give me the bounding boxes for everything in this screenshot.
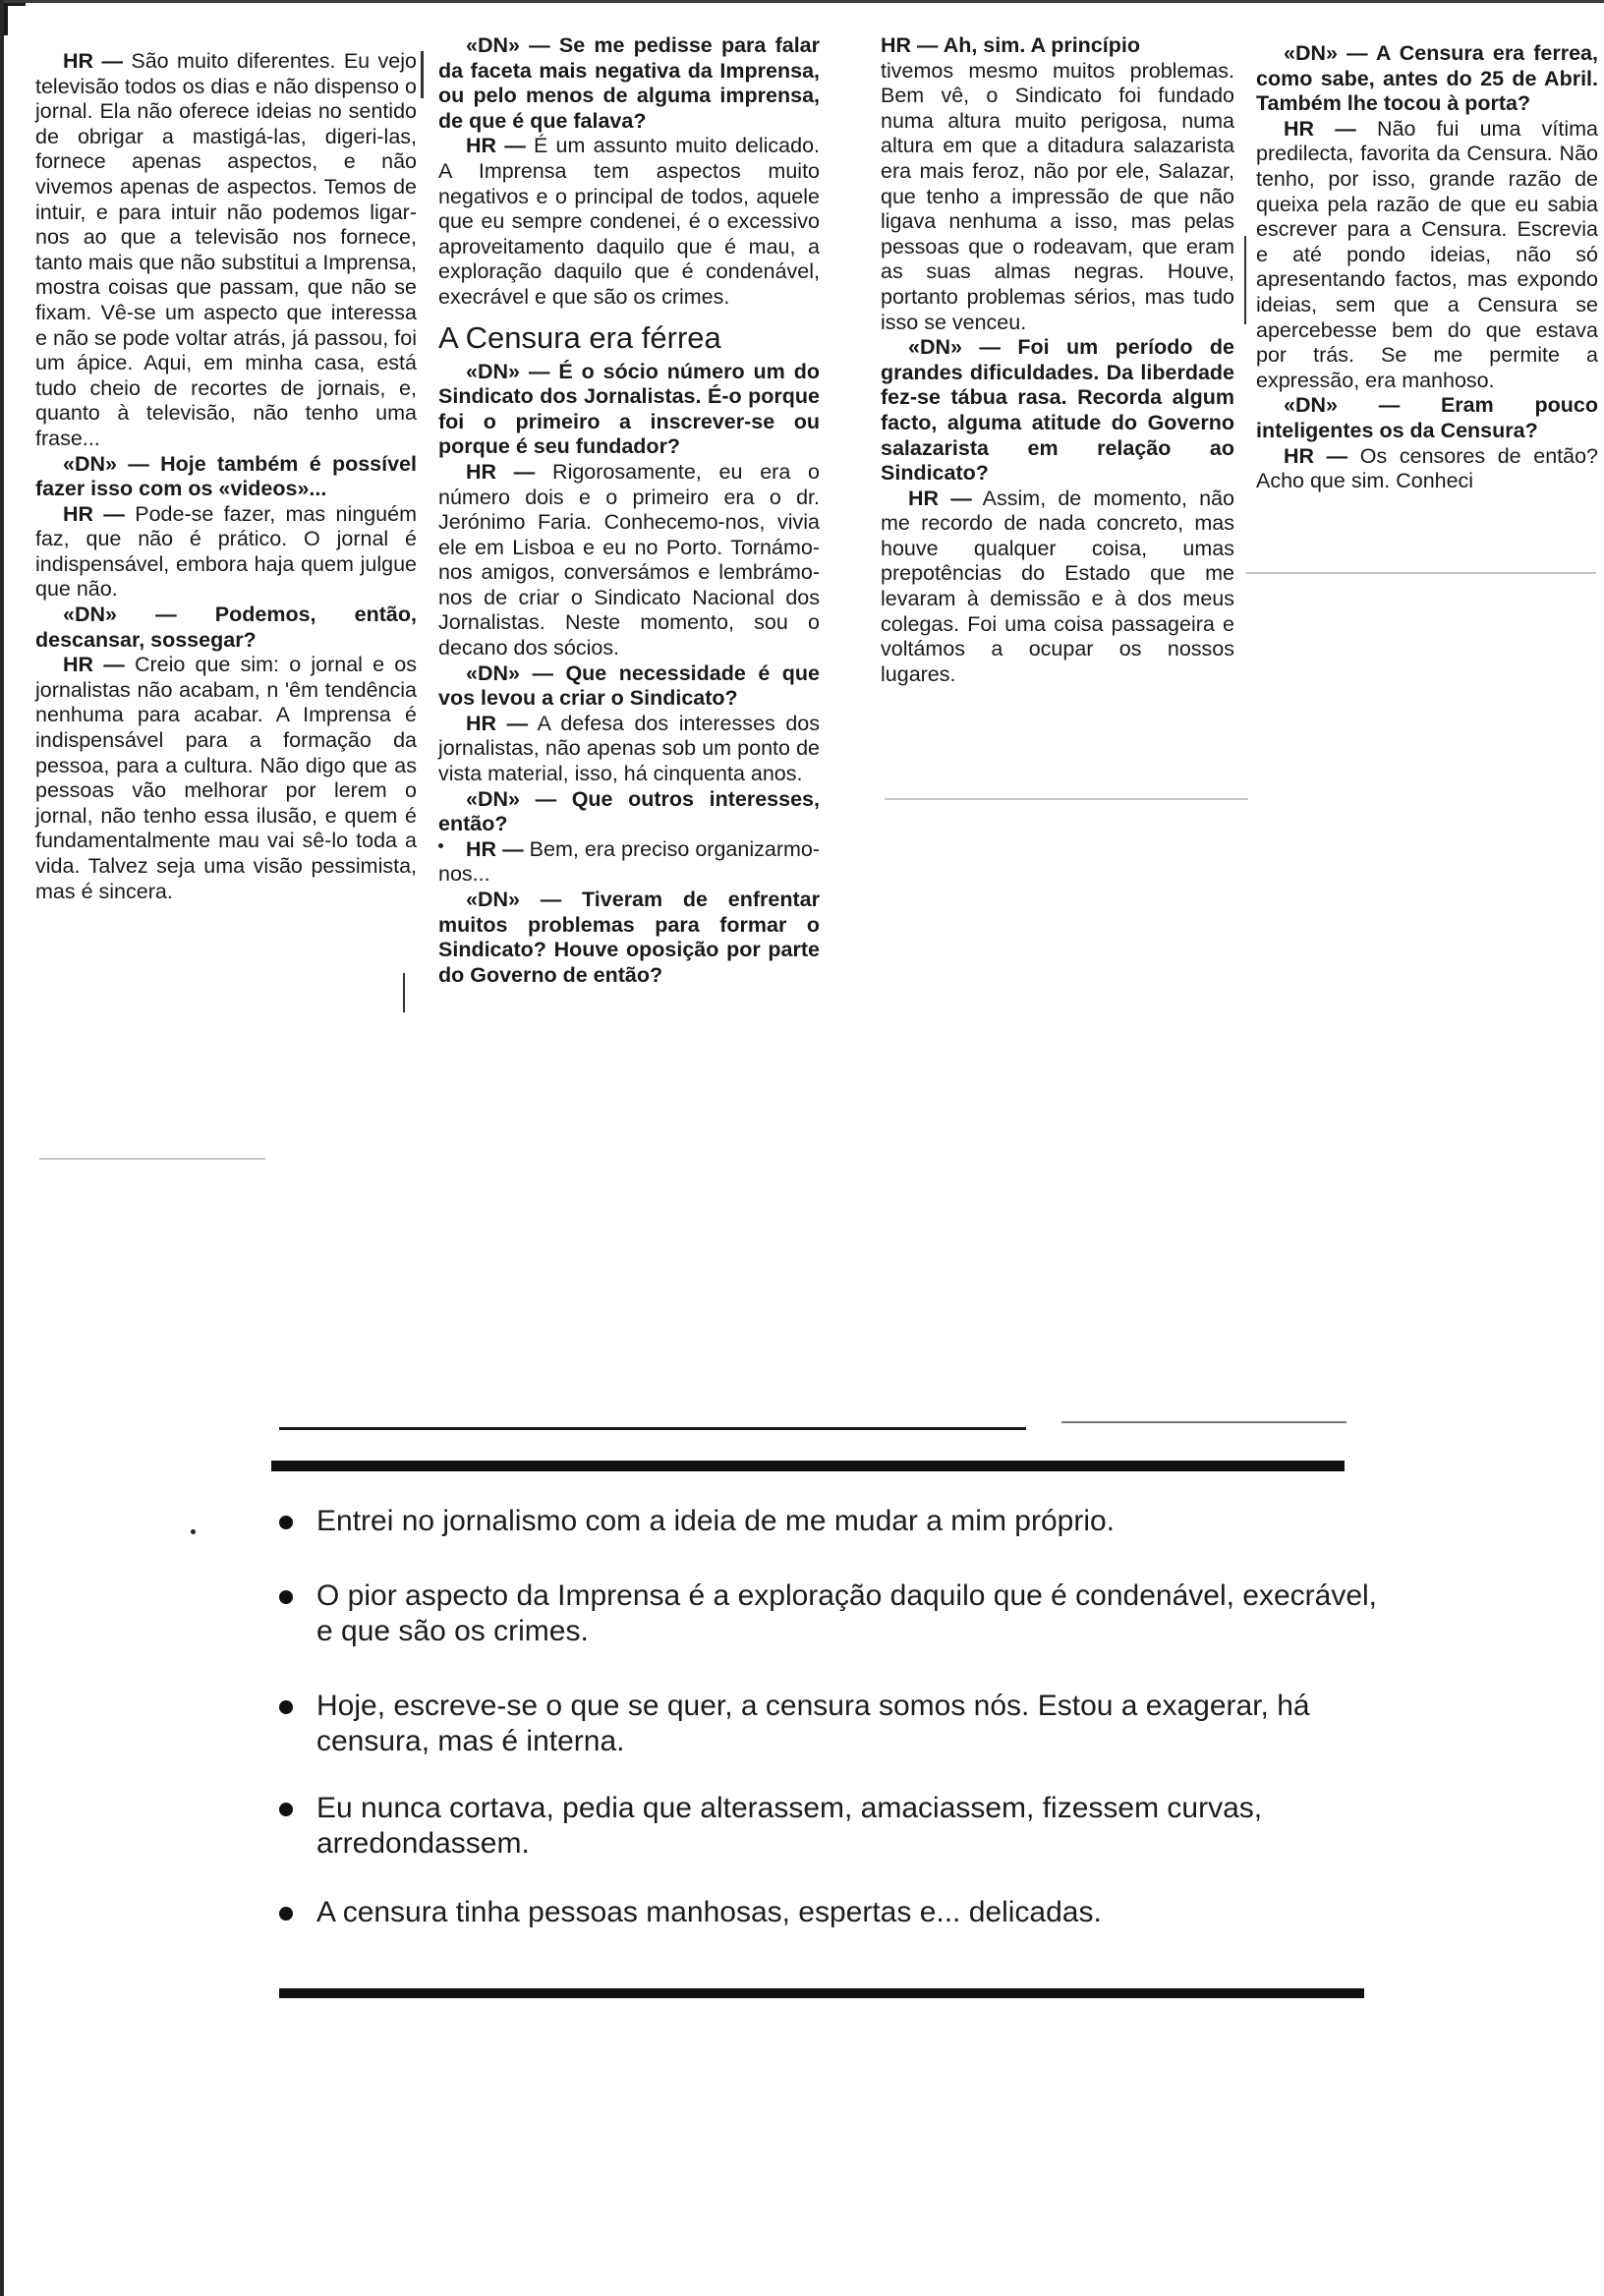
article-column-3 xyxy=(881,33,1234,687)
answer-text: A defesa dos interesses dos jornalistas, não apenas sob um ponto de vista material, isso, há cinquenta anos. xyxy=(438,711,820,786)
answer-text: Assim, de momento, não me recordo de nada concreto, mas houve qualquer coisa, umas prepotências do Estado que me levaram à demissão e à dos meus colegas. Foi uma coisa passageira e voltámos a ocupar os nossos lugares. xyxy=(881,486,1234,686)
bullet-icon xyxy=(279,1700,293,1714)
bottom-thick-rule xyxy=(279,1988,1364,1998)
interviewer-question: «DN» — Que necessidade é que vos levou a criar o Sindicato? xyxy=(438,660,820,711)
interviewer-question: «DN» — Que outros interesses, então? xyxy=(438,786,820,836)
pull-quote-item xyxy=(279,1504,1380,1539)
clipping-bottom-edge xyxy=(1246,572,1596,574)
speaker-label: HR — xyxy=(908,486,972,510)
pull-quote-text: Entrei no jornalismo com a ideia de me mudar a mim próprio. xyxy=(316,1505,1116,1537)
scan-speck xyxy=(191,1529,196,1534)
speaker-label: HR — xyxy=(466,711,529,735)
interviewer-question: «DN» — Tiveram de enfrentar muitos problemas para formar o Sindicato? Houve oposição por parte do Governo de então? xyxy=(438,888,820,987)
bullet-icon xyxy=(279,1803,293,1816)
clipping-bottom-edge xyxy=(885,798,1248,800)
answer-text: São muito diferentes. Eu vejo televisão todos os dias e não dispenso o jornal. Ela não oferece ideias no sentido de obrigar a mastigá-las, digeri-las, fornece apenas aspectos, e não vivemos apenas de aspectos. Temos de intuir, e para intuir não podemos ligar-nos ao que a televisão nos fornece, tanto mais que não substitui a Imprensa, mostra coisas que passam, que não se fixam. Vê-se um aspecto que interessa e não se pode voltar atrás, já passou, foi um ápice. Aqui, em minha casa, está tudo cheio de recortes de jornais, e, quanto à televisão, não tenho uma frase... xyxy=(35,49,417,450)
answer-paragraph xyxy=(438,460,820,661)
interviewer-question: «DN» — É o sócio número um do Sindicato dos Jornalistas. É-o porque foi o primeiro a inscrever-se ou porque é seu fundador? xyxy=(438,359,820,459)
speaker-label: HR — xyxy=(1284,443,1348,468)
pull-quote-item xyxy=(279,1689,1380,1759)
answer-paragraph xyxy=(35,502,417,603)
top-thin-rule xyxy=(279,1427,1026,1430)
scan-edge-left xyxy=(0,0,4,2296)
speaker-label: HR — xyxy=(63,501,125,526)
speaker-label: HR — xyxy=(63,653,125,677)
interviewer-question: «DN» — Foi um período de grandes dificuldades. Da liberdade fez-se tábua rasa. Recorda algum facto, alguma atitude do Governo salazarista em relação ao Sindicato? xyxy=(881,335,1234,486)
answer-paragraph: tivemos mesmo muitos problemas. Bem vê, o Sindicato foi fundado numa altura muito perigosa, numa altura em que a ditadura salazarista era mais feroz, não por ele, Salazar, que tenho a impressão de que não ligava nenhuma a isso, mas pelas pessoas que o rodeavam, que eram as suas almas negras. Houve, portanto problemas sérios, mas tudo isso se venceu. xyxy=(881,58,1234,334)
bullet-icon xyxy=(279,1590,293,1604)
top-thick-rule xyxy=(271,1461,1345,1471)
clipping-edge-mark xyxy=(421,51,424,98)
interviewer-question: «DN» — Podemos, então, descansar, sossegar? xyxy=(35,603,417,652)
speaker-label: HR — xyxy=(63,49,123,73)
clipping-edge-mark xyxy=(403,973,405,1012)
answer-paragraph xyxy=(438,134,820,310)
clipping-edge-mark xyxy=(1244,236,1246,324)
speaker-label: HR — xyxy=(466,459,536,484)
interviewer-question: «DN» — Eram pouco inteligentes os da Censura? xyxy=(1256,393,1598,442)
scan-edge-top xyxy=(0,0,1604,3)
clipping-corner-mark xyxy=(4,3,26,35)
pull-quote-item xyxy=(279,1578,1380,1649)
answer-text: É um assunto muito delicado. A Imprensa tem aspectos muito negativos e o principal de todos, aquele que eu sempre condenei, é o excessivo aproveitamento daquilo que é mau, a exploração daquilo que é condenável, execrável e que são os crimes. xyxy=(438,134,821,309)
answer-paragraph xyxy=(35,49,417,452)
article-column-4 xyxy=(1256,41,1598,494)
pull-quote-text: O pior aspecto da Imprensa é a exploração daquilo que é condenável, execrável, e que são os crimes. xyxy=(316,1579,1378,1647)
answer-text: Não fui uma vítima predilecta, favorita da Censura. Não tenho, por isso, grande razão de queixa pela razão de que eu sabia escrever para a Censura. Escrevia e até pondo ideias, não só apresentando factos, mas expondo ideias, sem que a Censura se apercebesse bem do que estava por trás. Se me permite a expressão, era manhoso. xyxy=(1256,116,1598,392)
cut-top-line: HR — Ah, sim. A princípio xyxy=(881,33,1140,57)
interviewer-question: «DN» — Se me pedisse para falar da faceta mais negativa da Imprensa, ou pelo menos de alguma imprensa, de que é que falava? xyxy=(438,33,820,133)
speaker-label: HR — xyxy=(1284,116,1356,141)
clipping-bottom-edge xyxy=(39,1158,265,1160)
interviewer-question: «DN» — Hoje também é possível fazer isso com os «videos»... xyxy=(35,451,417,501)
answer-paragraph xyxy=(438,837,820,888)
answer-paragraph xyxy=(438,712,820,787)
bullet-icon xyxy=(279,1516,293,1529)
answer-paragraph xyxy=(1256,117,1598,394)
pull-quote-text: A censura tinha pessoas manhosas, espertas e... delicadas. xyxy=(316,1896,1102,1928)
bullet-icon xyxy=(279,1907,293,1921)
speaker-label: HR — xyxy=(466,134,526,158)
scan-speck xyxy=(438,843,443,848)
answer-text: Pode-se fazer, mas ninguém faz, que não é prático. O jornal é indispensável, embora haja quem julgue que não. xyxy=(35,501,417,602)
speaker-label: HR — xyxy=(466,836,524,861)
answer-text: Bem, era preciso organizarmo-nos... xyxy=(438,836,820,887)
answer-paragraph xyxy=(1256,444,1598,494)
answer-paragraph xyxy=(881,487,1234,688)
answer-paragraph xyxy=(35,653,417,904)
section-heading: A Censura era férrea xyxy=(438,319,721,355)
article-column-1 xyxy=(35,49,417,904)
pull-quote-text: Eu nunca cortava, pedia que alterassem, amaciassem, fizessem curvas, arredondassem. xyxy=(316,1792,1263,1860)
interviewer-question: «DN» — A Censura era ferrea, como sabe, antes do 25 de Abril. Também lhe tocou à porta? xyxy=(1256,41,1598,116)
answer-text: Os censores de então? Acho que sim. Conheci xyxy=(1256,443,1599,493)
pull-quote-text: Hoje, escreve-se o que se quer, a censura somos nós. Estou a exagerar, há censura, mas é interna. xyxy=(316,1690,1310,1757)
pull-quote-item xyxy=(279,1791,1380,1862)
article-column-2 xyxy=(438,33,820,988)
answer-text: Creio que sim: o jornal e os jornalistas não acabam, n 'êm tendência nenhuma para acabar. A Imprensa é indispensável para a formação da pessoa, para a cultura. Não digo que as pessoas vão melhorar por lerem o jornal, não tenho essa ilusão, e quem é fundamentalmente mau vai sê-lo toda a vida. Talvez seja uma visão pessimista, mas é sincera. xyxy=(35,653,417,903)
pull-quote-item xyxy=(279,1895,1380,1930)
answer-text: Rigorosamente, eu era o número dois e o primeiro era o dr. Jerónimo Faria. Conhecemo-nos, vivia ele em Lisboa e eu no Porto. Tornámo-nos amigos, conversámos e lembrámo-nos de criar o Sindicato Nacional dos Jornalistas. Neste momento, sou o decano dos sócios. xyxy=(438,459,820,660)
top-thin-rule-fade xyxy=(1061,1421,1346,1423)
